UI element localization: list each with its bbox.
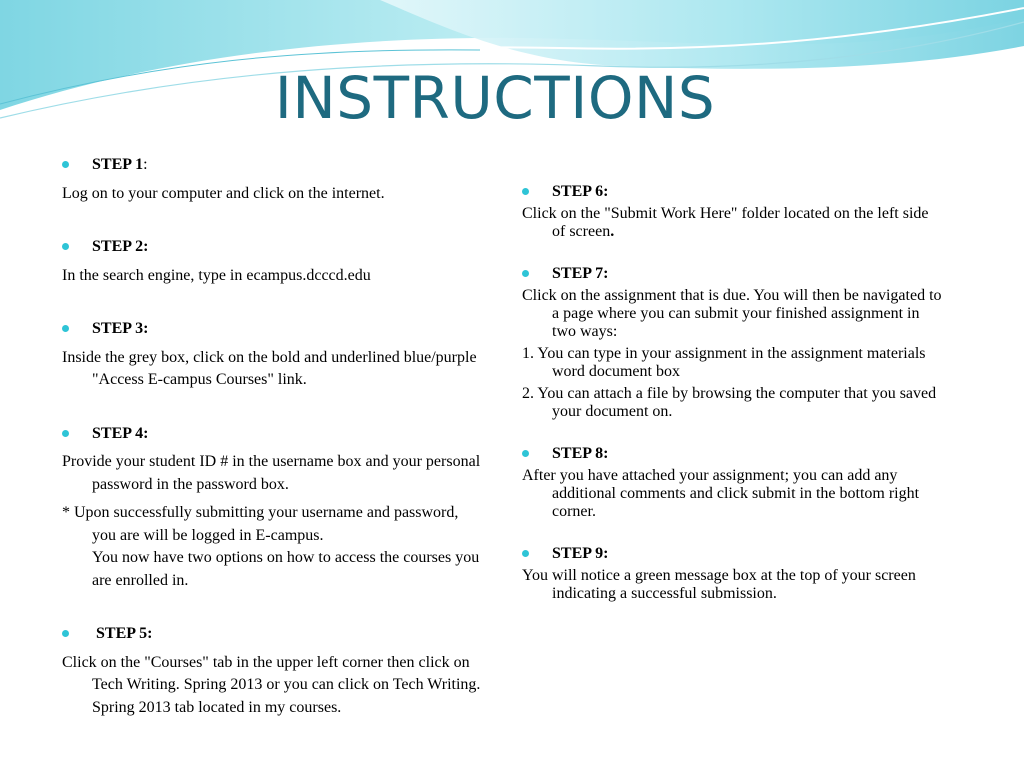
step-2-heading [62, 236, 484, 259]
step-1-text: Log on to your computer and click on the internet. [62, 184, 385, 202]
step-1-heading [62, 154, 484, 177]
bullet-icon [62, 630, 69, 637]
bullet-icon [62, 430, 69, 437]
step-8-label: STEP 8: [552, 445, 609, 462]
step-8-text: After you have attached your assignment; you can add any additional comments and click submit in the bottom right corner. [522, 467, 920, 520]
step-5-label: STEP 5: [96, 625, 153, 642]
step-4-note-continued: You now have two options on how to access the courses you are enrolled in. [92, 549, 480, 589]
step-4-text: Provide your student ID # in the username box and your personal password in the password box. [62, 453, 481, 493]
bullet-icon [522, 270, 529, 277]
step-9-label: STEP 9: [552, 545, 609, 562]
step-4-label: STEP 4: [92, 424, 149, 442]
bullet-icon [62, 325, 69, 332]
step-4-heading [62, 423, 484, 446]
step-7-label: STEP 7: [552, 265, 609, 282]
step-3-label: STEP 3: [92, 320, 149, 337]
bullet-icon [62, 243, 69, 250]
step-7-text: Click on the assignment that is due. You will then be navigated to a page where you can submit your finished assignment in two ways: [522, 287, 942, 340]
step-3-heading [62, 318, 484, 341]
step-9-heading [522, 545, 942, 563]
step-6-heading [522, 183, 942, 201]
right-column [522, 183, 942, 603]
step-7-way-2: 2. You can attach a file by browsing the computer that you saved your document on. [522, 385, 937, 420]
step-3-text: Inside the grey box, click on the bold and underlined blue/purple "Access E-campus Courses" link. [62, 348, 477, 388]
left-column [62, 154, 484, 719]
step-6-text [522, 205, 942, 241]
step-5-text: Click on the "Courses" tab in the upper left corner then click on Tech Writing. Spring 2013 or you can click on Tech Writing. Spring 2013 tab located in my courses. [62, 653, 481, 716]
step-6-text-body: Click on the "Submit Work Here" folder located on the left side of screen [522, 205, 929, 240]
bullet-icon [62, 161, 69, 168]
step-1-label: STEP 1 [92, 156, 144, 173]
step-8-heading [522, 445, 942, 463]
step-5-heading [62, 623, 484, 646]
step-1-colon: : [143, 156, 148, 173]
step-9-text: You will notice a green message box at the top of your screen indicating a successful submission. [522, 567, 916, 602]
step-7-way-1: 1. You can type in your assignment in the assignment materials word document box [522, 345, 926, 380]
step-7-heading [522, 265, 942, 283]
step-6-label: STEP 6: [552, 183, 609, 200]
step-2-label: STEP 2: [92, 238, 149, 255]
step-6-text-end: . [610, 223, 615, 240]
bullet-icon [522, 450, 529, 457]
step-2-text: In the search engine, type in ecampus.dcccd.edu [62, 266, 371, 284]
step-4-note: * Upon successfully submitting your username and password, you are will be logged in E-campus. [62, 504, 459, 544]
bullet-icon [522, 550, 529, 557]
bullet-icon [522, 188, 529, 195]
page-title: INSTRUCTIONS [274, 64, 716, 132]
